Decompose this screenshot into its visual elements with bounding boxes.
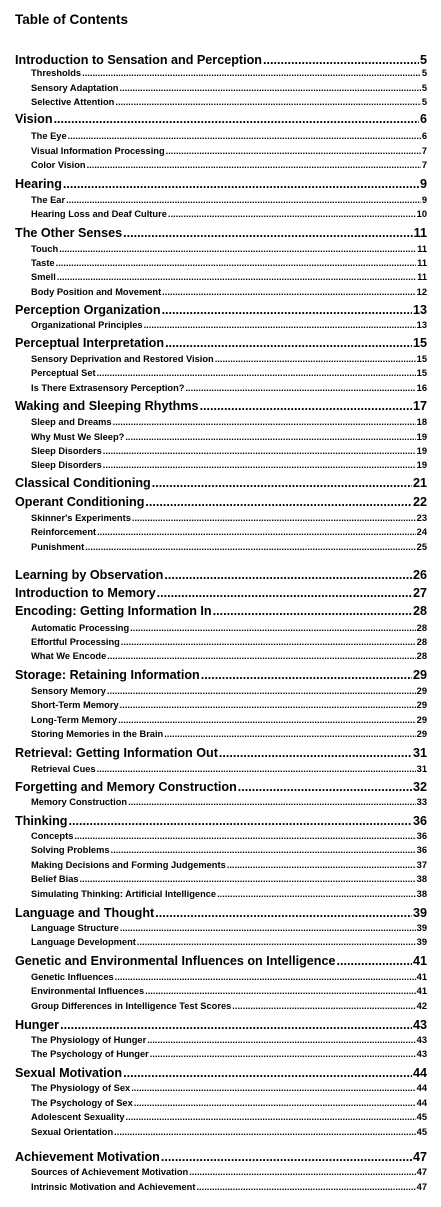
page-number: 29 — [416, 700, 427, 710]
toc-subsection-entry[interactable] — [0, 272, 441, 285]
entry-label: Perception Organization — [15, 303, 161, 317]
entry-label: Introduction to Memory — [15, 586, 156, 600]
dot-leader — [238, 780, 412, 794]
dot-leader — [196, 1182, 415, 1192]
toc-subsection-entry[interactable] — [0, 417, 441, 430]
entry-label: Environmental Influences — [31, 986, 145, 996]
page-number: 19 — [416, 460, 427, 470]
toc-subsection-entry[interactable] — [0, 797, 441, 810]
toc-subsection-entry[interactable] — [0, 729, 441, 742]
page-number: 15 — [412, 336, 427, 350]
page-number: 28 — [412, 604, 427, 618]
entry-label: Skinner's Experiments — [31, 513, 131, 523]
toc-subsection-entry[interactable] — [0, 889, 441, 902]
dot-leader — [107, 651, 415, 661]
entry-label: Introduction to Sensation and Perception — [15, 53, 262, 67]
dot-leader — [59, 244, 416, 254]
entry-label: Hunger — [15, 1018, 60, 1032]
toc-section-entry[interactable] — [0, 814, 441, 830]
dot-leader — [97, 527, 416, 537]
entry-label: Vision — [15, 112, 53, 126]
toc-subsection-entry[interactable] — [0, 432, 441, 445]
dot-leader — [145, 986, 416, 996]
entry-label: Automatic Processing — [31, 623, 130, 633]
dot-leader — [119, 83, 420, 93]
page-number: 9 — [419, 177, 427, 191]
page-number: 11 — [413, 226, 427, 240]
dot-leader — [68, 131, 421, 141]
dot-leader — [131, 1083, 415, 1093]
page-number: 9 — [421, 195, 427, 205]
page-number: 7 — [421, 160, 427, 170]
entry-label: Classical Conditioning — [15, 476, 151, 490]
toc-subsection-entry[interactable] — [0, 1049, 441, 1062]
toc-subsection-entry[interactable] — [0, 287, 441, 300]
toc-subsection-entry[interactable] — [0, 764, 441, 777]
dot-leader — [120, 923, 416, 933]
toc-subsection-entry[interactable] — [0, 542, 441, 555]
page-number: 38 — [416, 889, 427, 899]
toc-subsection-entry[interactable] — [0, 83, 441, 96]
dot-leader — [130, 623, 415, 633]
entry-label: Learning by Observation — [15, 568, 164, 582]
dot-leader — [128, 797, 416, 807]
entry-label: Hearing — [15, 177, 62, 191]
page-number: 27 — [412, 586, 427, 600]
toc-subsection-entry[interactable] — [0, 972, 441, 985]
page-number: 47 — [416, 1167, 427, 1177]
entry-label: Sleep and Dreams — [31, 417, 112, 427]
dot-leader — [162, 287, 415, 297]
entry-label: Encoding: Getting Information In — [15, 604, 212, 618]
toc-subsection-entry[interactable] — [0, 1035, 441, 1048]
toc-subsection-entry[interactable] — [0, 700, 441, 713]
page-number: 5 — [421, 83, 427, 93]
dot-leader — [152, 476, 412, 490]
toc-subsection-entry[interactable] — [0, 244, 441, 257]
page-number: 33 — [416, 797, 427, 807]
page-number: 44 — [416, 1083, 427, 1093]
dot-leader — [166, 146, 421, 156]
entry-label: The Physiology of Sex — [31, 1083, 131, 1093]
toc-subsection-entry[interactable] — [0, 446, 441, 459]
toc-subsection-entry[interactable] — [0, 923, 441, 936]
toc-section-entry[interactable] — [0, 668, 441, 684]
toc-section-entry[interactable] — [0, 495, 441, 511]
page-number: 28 — [416, 623, 427, 633]
toc-title: Table of Contents — [15, 12, 128, 27]
dot-leader — [164, 729, 415, 739]
dot-leader — [125, 432, 415, 442]
dot-leader — [60, 1018, 412, 1032]
entry-label: Hearing Loss and Deaf Culture — [31, 209, 167, 219]
dot-leader — [337, 954, 412, 968]
page-number: 39 — [416, 923, 427, 933]
toc-section-entry[interactable] — [0, 399, 441, 415]
entry-label: Sexual Motivation — [15, 1066, 123, 1080]
toc-section-entry[interactable] — [0, 336, 441, 352]
dot-leader — [219, 746, 412, 760]
dot-leader — [66, 195, 421, 205]
entry-label: Achievement Motivation — [15, 1150, 160, 1164]
page-number: 43 — [412, 1018, 427, 1032]
page-number: 19 — [416, 446, 427, 456]
entry-label: Forgetting and Memory Construction — [15, 780, 237, 794]
page-number: 28 — [416, 651, 427, 661]
entry-label: Reinforcement — [31, 527, 97, 537]
page-number: 43 — [416, 1049, 427, 1059]
toc-section-entry[interactable] — [0, 604, 441, 620]
page-number: 11 — [417, 258, 427, 268]
dot-leader — [123, 226, 413, 240]
dot-leader — [57, 272, 416, 282]
toc-section-entry[interactable] — [0, 780, 441, 796]
page-number: 11 — [417, 244, 427, 254]
entry-label: Sensory Memory — [31, 686, 106, 696]
dot-leader — [164, 568, 412, 582]
page-number: 26 — [412, 568, 427, 582]
page-number: 24 — [416, 527, 427, 537]
dot-leader — [115, 972, 416, 982]
page-number: 38 — [416, 874, 427, 884]
toc-subsection-entry[interactable] — [0, 637, 441, 650]
dot-leader — [147, 1035, 415, 1045]
dot-leader — [168, 209, 416, 219]
entry-label: Short-Term Memory — [31, 700, 119, 710]
dot-leader — [137, 937, 416, 947]
entry-label: Group Differences in Intelligence Test Scores — [31, 1001, 232, 1011]
dot-leader — [144, 320, 416, 330]
entry-label: Smell — [31, 272, 56, 282]
entry-label: Waking and Sleeping Rhythms — [15, 399, 199, 413]
page-number: 12 — [416, 287, 427, 297]
entry-label: The Psychology of Sex — [31, 1098, 133, 1108]
entry-label: Is There Extrasensory Perception? — [31, 383, 185, 393]
entry-label: Intrinsic Motivation and Achievement — [31, 1182, 196, 1192]
entry-label: Sleep Disorders — [31, 446, 102, 456]
dot-leader — [134, 1098, 416, 1108]
page-number: 41 — [416, 972, 427, 982]
entry-label: Why Must We Sleep? — [31, 432, 125, 442]
dot-leader — [150, 1049, 416, 1059]
page-number: 5 — [419, 53, 427, 67]
entry-label: Thinking — [15, 814, 68, 828]
page-number: 15 — [416, 354, 427, 364]
dot-leader — [165, 336, 412, 350]
page-number: 31 — [416, 764, 427, 774]
entry-label: Operant Conditioning — [15, 495, 145, 509]
dot-leader — [157, 586, 412, 600]
dot-leader — [115, 97, 420, 107]
entry-label: Sleep Disorders — [31, 460, 102, 470]
dot-leader — [56, 258, 417, 268]
page-number: 28 — [416, 637, 427, 647]
page-number: 44 — [412, 1066, 427, 1080]
entry-label: Solving Problems — [31, 845, 110, 855]
dot-leader — [121, 637, 416, 647]
entry-label: Making Decisions and Forming Judgements — [31, 860, 226, 870]
page-number: 10 — [416, 209, 427, 219]
dot-leader — [97, 368, 416, 378]
entry-label: The Ear — [31, 195, 66, 205]
dot-leader — [54, 112, 419, 126]
entry-label: Selective Attention — [31, 97, 115, 107]
page-number: 29 — [416, 729, 427, 739]
entry-label: Perceptual Interpretation — [15, 336, 165, 350]
entry-label: Adolescent Sexuality — [31, 1112, 125, 1122]
dot-leader — [217, 889, 416, 899]
toc-section-entry[interactable] — [0, 226, 441, 242]
entry-label: Visual Information Processing — [31, 146, 165, 156]
toc-subsection-entry[interactable] — [0, 623, 441, 636]
page-number: 17 — [412, 399, 427, 413]
entry-label: What We Encode — [31, 651, 107, 661]
dot-leader — [201, 668, 412, 682]
toc-subsection-entry[interactable] — [0, 131, 441, 144]
dot-leader — [63, 177, 419, 191]
toc-section-entry[interactable] — [0, 1018, 441, 1034]
page-number: 13 — [416, 320, 427, 330]
entry-label: Concepts — [31, 831, 74, 841]
page-number: 25 — [416, 542, 427, 552]
page-number: 31 — [412, 746, 427, 760]
toc-subsection-entry[interactable] — [0, 146, 441, 159]
page-number: 47 — [416, 1182, 427, 1192]
entry-label: Storing Memories in the Brain — [31, 729, 164, 739]
page-number: 47 — [412, 1150, 427, 1164]
page-number: 44 — [416, 1098, 427, 1108]
page-number: 23 — [416, 513, 427, 523]
page-number: 29 — [416, 686, 427, 696]
entry-label: Memory Construction — [31, 797, 128, 807]
dot-leader — [145, 495, 412, 509]
toc-subsection-entry[interactable] — [0, 320, 441, 333]
page-number: 32 — [412, 780, 427, 794]
entry-label: Sensory Deprivation and Restored Vision — [31, 354, 214, 364]
dot-leader — [120, 700, 416, 710]
page-number: 21 — [412, 476, 427, 490]
entry-label: Retrieval Cues — [31, 764, 96, 774]
page-number: 39 — [416, 937, 427, 947]
toc-subsection-entry[interactable] — [0, 874, 441, 887]
entry-label: Language Development — [31, 937, 136, 947]
page-number: 29 — [412, 668, 427, 682]
dot-leader — [200, 399, 412, 413]
entry-label: Body Position and Movement — [31, 287, 162, 297]
toc-subsection-entry[interactable] — [0, 1098, 441, 1111]
entry-label: Genetic and Environmental Influences on Intelligence — [15, 954, 336, 968]
entry-label: Taste — [31, 258, 55, 268]
toc-section-entry[interactable] — [0, 177, 441, 193]
toc-subsection-entry[interactable] — [0, 831, 441, 844]
page-number: 36 — [416, 831, 427, 841]
entry-label: Sexual Orientation — [31, 1127, 114, 1137]
dot-leader — [126, 1112, 416, 1122]
toc-subsection-entry[interactable] — [0, 845, 441, 858]
toc-subsection-entry[interactable] — [0, 1083, 441, 1096]
entry-label: Effortful Processing — [31, 637, 120, 647]
entry-label: Storage: Retaining Information — [15, 668, 200, 682]
page-number: 16 — [416, 383, 427, 393]
toc-section-entry[interactable] — [0, 476, 441, 492]
dot-leader — [118, 715, 416, 725]
toc-subsection-entry[interactable] — [0, 860, 441, 873]
page-number: 5 — [421, 68, 427, 78]
entry-label: Punishment — [31, 542, 85, 552]
page-number: 45 — [416, 1112, 427, 1122]
toc-subsection-entry[interactable] — [0, 513, 441, 526]
entry-label: Touch — [31, 244, 59, 254]
page-number: 29 — [416, 715, 427, 725]
page-number: 18 — [416, 417, 427, 427]
entry-label: Long-Term Memory — [31, 715, 118, 725]
page-number: 39 — [412, 906, 427, 920]
toc-subsection-entry[interactable] — [0, 258, 441, 271]
toc-section-entry[interactable] — [0, 568, 441, 584]
toc-subsection-entry[interactable] — [0, 1001, 441, 1014]
dot-leader — [189, 1167, 415, 1177]
dot-leader — [213, 604, 412, 618]
entry-label: Genetic Influences — [31, 972, 114, 982]
toc-subsection-entry[interactable] — [0, 460, 441, 473]
page-number: 7 — [421, 146, 427, 156]
toc-subsection-entry[interactable] — [0, 1182, 441, 1195]
dot-leader — [111, 845, 416, 855]
dot-leader — [97, 764, 416, 774]
toc-subsection-entry[interactable] — [0, 1112, 441, 1125]
entry-label: Belief Bias — [31, 874, 79, 884]
toc-section-entry[interactable] — [0, 1150, 441, 1166]
entry-label: The Physiology of Hunger — [31, 1035, 147, 1045]
page-number: 15 — [416, 368, 427, 378]
dot-leader — [103, 460, 416, 470]
toc-subsection-entry[interactable] — [0, 986, 441, 999]
entry-label: Language and Thought — [15, 906, 155, 920]
entry-label: The Other Senses — [15, 226, 123, 240]
entry-label: Sources of Achievement Motivation — [31, 1167, 189, 1177]
toc-subsection-entry[interactable] — [0, 209, 441, 222]
page-number: 37 — [416, 860, 427, 870]
toc-subsection-entry[interactable] — [0, 1127, 441, 1140]
entry-label: Perceptual Set — [31, 368, 96, 378]
page-number: 6 — [419, 112, 427, 126]
entry-label: Sensory Adaptation — [31, 83, 119, 93]
toc-subsection-entry[interactable] — [0, 354, 441, 367]
dot-leader — [85, 542, 415, 552]
toc-section-entry[interactable] — [0, 53, 441, 69]
toc-subsection-entry[interactable] — [0, 1167, 441, 1180]
page-number: 19 — [416, 432, 427, 442]
dot-leader — [162, 303, 412, 317]
entry-label: Thresholds — [31, 68, 82, 78]
dot-leader — [161, 1150, 412, 1164]
toc-subsection-entry[interactable] — [0, 160, 441, 173]
dot-leader — [263, 53, 419, 67]
dot-leader — [155, 906, 412, 920]
toc-subsection-entry[interactable] — [0, 651, 441, 664]
toc-subsection-entry[interactable] — [0, 195, 441, 208]
toc-section-entry[interactable] — [0, 1066, 441, 1082]
toc-subsection-entry[interactable] — [0, 686, 441, 699]
toc-subsection-entry[interactable] — [0, 68, 441, 81]
entry-label: Retrieval: Getting Information Out — [15, 746, 218, 760]
entry-label: Language Structure — [31, 923, 119, 933]
dot-leader — [113, 417, 416, 427]
dot-leader — [82, 68, 421, 78]
page-number: 45 — [416, 1127, 427, 1137]
toc-subsection-entry[interactable] — [0, 383, 441, 396]
dot-leader — [80, 874, 416, 884]
page-number: 36 — [416, 845, 427, 855]
dot-leader — [123, 1066, 412, 1080]
dot-leader — [227, 860, 416, 870]
toc-section-entry[interactable] — [0, 586, 441, 602]
entry-label: Color Vision — [31, 160, 86, 170]
page-number: 43 — [416, 1035, 427, 1045]
entry-label: Simulating Thinking: Artificial Intelligence — [31, 889, 217, 899]
dot-leader — [185, 383, 415, 393]
toc-subsection-entry[interactable] — [0, 97, 441, 110]
toc-subsection-entry[interactable] — [0, 368, 441, 381]
dot-leader — [114, 1127, 416, 1137]
toc-subsection-entry[interactable] — [0, 937, 441, 950]
page-number: 6 — [421, 131, 427, 141]
toc-section-entry[interactable] — [0, 303, 441, 319]
dot-leader — [232, 1001, 415, 1011]
toc-section-entry[interactable] — [0, 954, 441, 970]
entry-label: Organizational Principles — [31, 320, 143, 330]
page-number: 41 — [412, 954, 427, 968]
dot-leader — [87, 160, 421, 170]
dot-leader — [107, 686, 416, 696]
page-number: 22 — [412, 495, 427, 509]
dot-leader — [132, 513, 416, 523]
page-number: 36 — [412, 814, 427, 828]
dot-leader — [68, 814, 412, 828]
entry-label: The Eye — [31, 131, 67, 141]
toc-subsection-entry[interactable] — [0, 715, 441, 728]
page-number: 13 — [412, 303, 427, 317]
toc-section-entry[interactable] — [0, 906, 441, 922]
toc-subsection-entry[interactable] — [0, 527, 441, 540]
toc-section-entry[interactable] — [0, 746, 441, 762]
toc-section-entry[interactable] — [0, 112, 441, 128]
dot-leader — [215, 354, 416, 364]
dot-leader — [74, 831, 415, 841]
page-number: 5 — [421, 97, 427, 107]
page-number: 41 — [416, 986, 427, 996]
dot-leader — [103, 446, 416, 456]
entry-label: The Psychology of Hunger — [31, 1049, 149, 1059]
page-number: 11 — [417, 272, 427, 282]
page-number: 42 — [416, 1001, 427, 1011]
